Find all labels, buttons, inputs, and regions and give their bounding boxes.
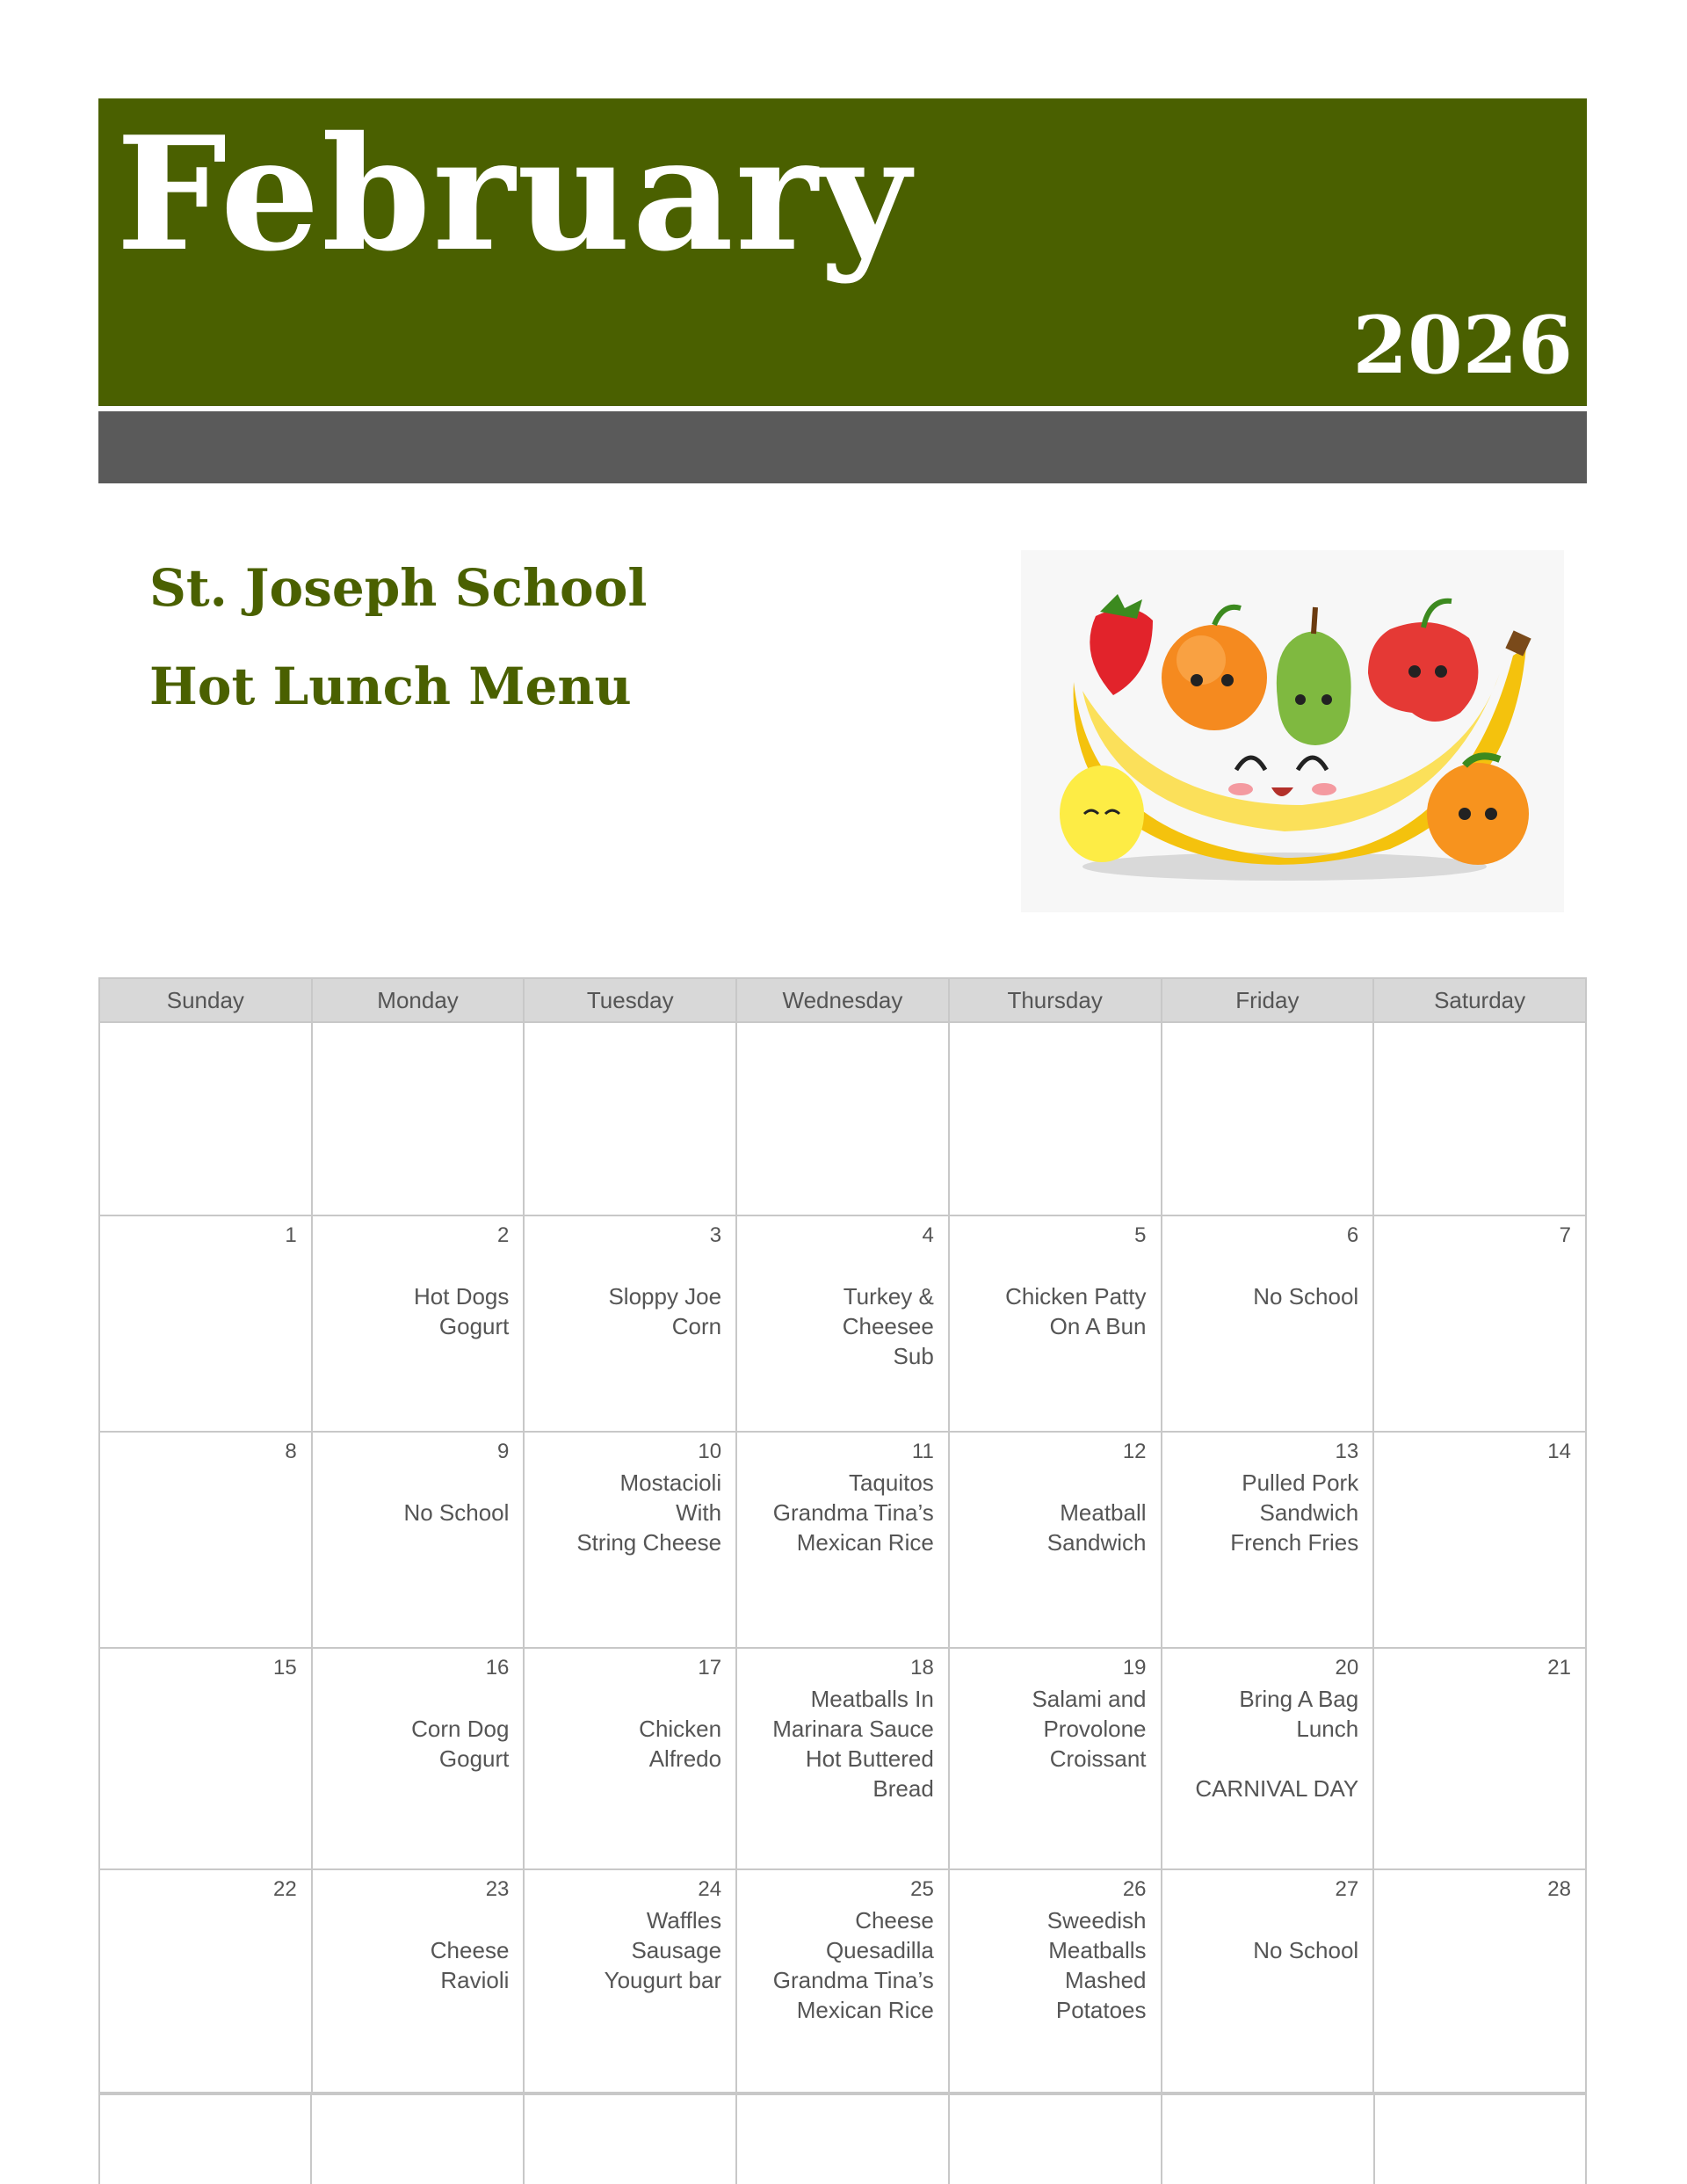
day-cell [1373, 1215, 1586, 1432]
day-cell [736, 1869, 949, 2093]
day-cell [1162, 1022, 1374, 1215]
day-number: 8 [285, 1440, 297, 1463]
day-number: 20 [1335, 1656, 1359, 1680]
meal-text: Cheese Quesadilla Grandma Tina’s Mexican Rice [772, 1907, 934, 2023]
header-banner [98, 98, 1587, 406]
meal-text: Chicken Alfredo [639, 1716, 722, 1772]
month-title: February [116, 102, 913, 286]
school-name: St. Joseph School [149, 558, 648, 618]
weekday-header: Monday [312, 978, 525, 1022]
menu-title: Hot Lunch Menu [149, 657, 632, 716]
day-cell [949, 1869, 1162, 2093]
meal-text: Waffles Sausage Yougurt bar [604, 1907, 722, 1993]
day-number: 1 [285, 1223, 297, 1247]
day-cell [524, 1648, 736, 1869]
day-number: 13 [1335, 1440, 1359, 1463]
day-number: 18 [910, 1656, 934, 1680]
calendar-week-row [99, 1022, 1586, 1215]
calendar-empty-row [98, 2093, 1587, 2184]
day-cell [1162, 1215, 1374, 1432]
day-cell [312, 1869, 525, 2093]
day-number: 22 [273, 1877, 297, 1901]
meal-text: Mostacioli With String Cheese [576, 1469, 722, 1556]
day-cell [949, 1022, 1162, 1215]
day-number: 11 [911, 1440, 934, 1463]
day-cell [736, 1648, 949, 1869]
weekday-header: Thursday [949, 978, 1162, 1022]
day-cell [1373, 1648, 1586, 1869]
day-number: 16 [485, 1656, 510, 1680]
meal-text: No School [1253, 1937, 1359, 1963]
lunch-calendar [98, 977, 1587, 2093]
weekday-header: Tuesday [524, 978, 736, 1022]
meal-text: Sloppy Joe Corn [608, 1283, 722, 1339]
weekday-header: Saturday [1373, 978, 1586, 1022]
day-cell [99, 1869, 312, 2093]
day-cell [99, 1432, 312, 1648]
weekday-header: Wednesday [736, 978, 949, 1022]
day-cell [99, 1648, 312, 1869]
meal-text: Corn Dog Gogurt [411, 1716, 510, 1772]
meal-text: No School [1253, 1283, 1359, 1310]
day-number: 15 [273, 1656, 297, 1680]
day-cell [1162, 1432, 1374, 1648]
meal-text: Salami and Provolone Croissant [1032, 1686, 1147, 1772]
day-number: 21 [1547, 1656, 1571, 1680]
day-cell [736, 1432, 949, 1648]
calendar-week-row [99, 1648, 1586, 1869]
divider-bar [98, 411, 1587, 483]
day-cell [524, 1215, 736, 1432]
day-cell [736, 1215, 949, 1432]
day-cell [1373, 1022, 1586, 1215]
day-cell [99, 1215, 312, 1432]
day-number: 5 [1134, 1223, 1147, 1247]
day-number: 25 [910, 1877, 934, 1901]
meal-text: Turkey & Cheesee Sub [842, 1283, 934, 1369]
day-cell [99, 1022, 312, 1215]
day-cell [1373, 1869, 1586, 2093]
day-cell [736, 1022, 949, 1215]
meal-text: Hot Dogs Gogurt [414, 1283, 510, 1339]
day-cell [524, 1022, 736, 1215]
meal-text: Meatball Sandwich [1046, 1499, 1147, 1556]
calendar-week-row [99, 1869, 1586, 2093]
day-number: 26 [1122, 1877, 1147, 1901]
meal-text: Bring A Bag Lunch CARNIVAL DAY [1195, 1686, 1359, 1802]
day-number: 19 [1122, 1656, 1147, 1680]
day-cell [312, 1022, 525, 1215]
calendar-week-row [99, 1215, 1586, 1432]
day-cell [524, 1432, 736, 1648]
meal-text: Chicken Patty On A Bun [1005, 1283, 1147, 1339]
weekday-header: Sunday [99, 978, 312, 1022]
day-cell [312, 1648, 525, 1869]
day-cell [1162, 1869, 1374, 2093]
day-cell [949, 1648, 1162, 1869]
meal-text: Meatballs In Marinara Sauce Hot Buttered Bread [772, 1686, 934, 1802]
meal-text: Taquitos Grandma Tina’s Mexican Rice [772, 1469, 934, 1556]
day-number: 3 [709, 1223, 722, 1247]
day-number: 7 [1559, 1223, 1571, 1247]
day-number: 28 [1547, 1877, 1571, 1901]
weekday-header: Friday [1162, 978, 1374, 1022]
day-number: 24 [698, 1877, 722, 1901]
day-number: 6 [1346, 1223, 1359, 1247]
day-cell [949, 1432, 1162, 1648]
fruit-bowl-icon [1021, 550, 1564, 912]
meal-text: Cheese Ravioli [430, 1937, 510, 1993]
day-number: 4 [922, 1223, 934, 1247]
day-number: 9 [497, 1440, 510, 1463]
day-number: 17 [698, 1656, 722, 1680]
day-cell [1373, 1432, 1586, 1648]
day-number: 23 [485, 1877, 510, 1901]
day-number: 10 [698, 1440, 722, 1463]
year-title: 2026 [1352, 299, 1573, 392]
day-number: 2 [497, 1223, 510, 1247]
day-cell [312, 1215, 525, 1432]
day-cell [1162, 1648, 1374, 1869]
day-number: 27 [1335, 1877, 1359, 1901]
day-cell [312, 1432, 525, 1648]
day-number: 12 [1122, 1440, 1147, 1463]
day-cell [524, 1869, 736, 2093]
meal-text: No School [403, 1499, 510, 1526]
calendar-week-row [99, 1432, 1586, 1648]
meal-text: Pulled Pork Sandwich French Fries [1230, 1469, 1359, 1556]
weekday-header-row [99, 978, 1586, 1022]
day-cell [949, 1215, 1162, 1432]
day-number: 14 [1547, 1440, 1571, 1463]
meal-text: Sweedish Meatballs Mashed Potatoes [1046, 1907, 1147, 2023]
